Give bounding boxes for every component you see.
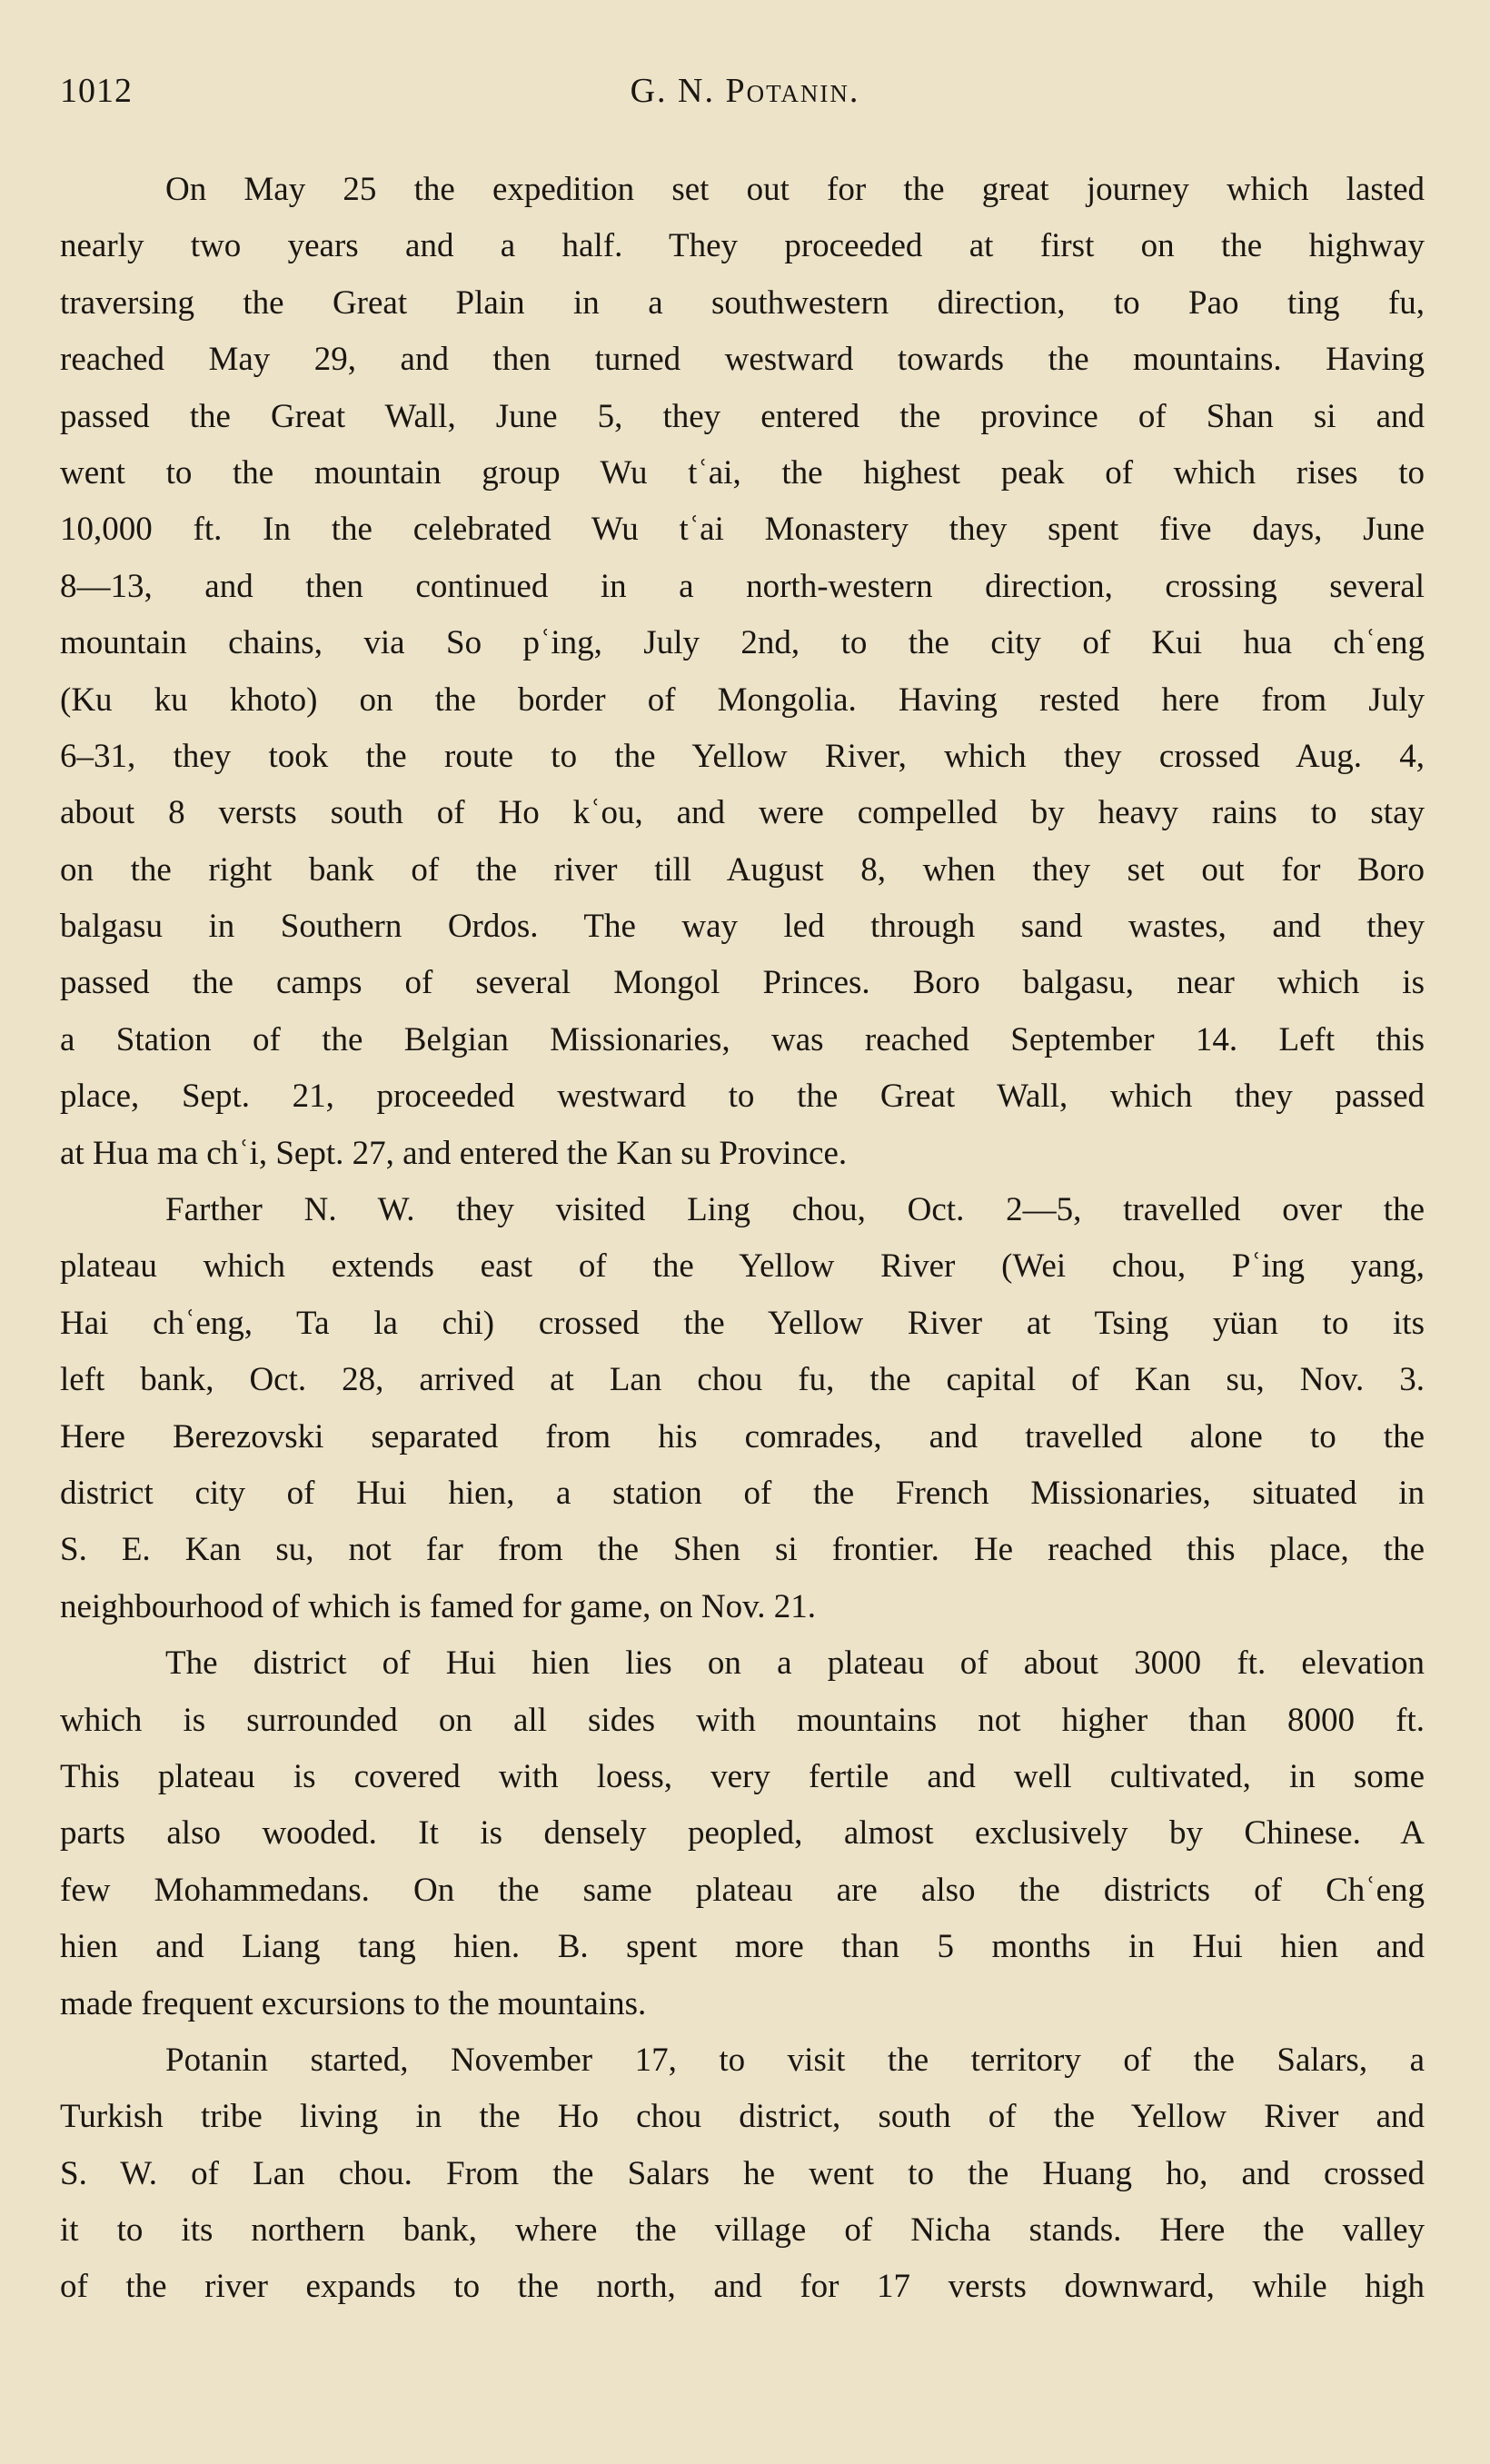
text-line: passed the Great Wall, June 5, they entered the province of Shan si and xyxy=(60,397,1425,435)
text-line: about 8 versts south of Ho kʿou, and were compelled by heavy rains to stay xyxy=(60,794,1425,832)
body-text xyxy=(60,162,1425,2316)
text-line: traversing the Great Plain in a southwestern direction, to Pao ting fu, xyxy=(60,283,1425,322)
text-line: balgasu in Southern Ordos. The way led through sand wastes, and they xyxy=(60,908,1425,946)
paragraph xyxy=(60,1635,1425,2032)
text-line: hien and Liang tang hien. B. spent more than 5 months in Hui hien and xyxy=(60,1928,1425,1966)
text-line: S. W. of Lan chou. From the Salars he went to the Huang ho, and crossed xyxy=(60,2154,1425,2192)
text-line: few Mohammedans. On the same plateau are also the districts of Chʿeng xyxy=(60,1871,1425,1909)
text-line: 8—13, and then continued in a north-western direction, crossing several xyxy=(60,567,1425,605)
text-line: at Hua ma chʿi, Sept. 27, and entered the Kan su Province. xyxy=(60,1134,848,1172)
text-line: plateau which extends east of the Yellow River (Wei chou, Pʿing yang, xyxy=(60,1247,1425,1286)
text-line: went to the mountain group Wu tʿai, the highest peak of which rises to xyxy=(60,453,1425,492)
text-line: neighbourhood of which is famed for game, on Nov. 21. xyxy=(60,1587,816,1625)
paragraph xyxy=(60,2032,1425,2316)
running-head xyxy=(60,71,1430,122)
text-line: mountain chains, via So pʿing, July 2nd, to the city of Kui hua chʿeng xyxy=(60,624,1425,662)
text-line: on the right bank of the river till August 8, when they set out for Boro xyxy=(60,850,1425,889)
text-line: Here Berezovski separated from his comrades, and travelled alone to the xyxy=(60,1417,1425,1456)
text-line: (Ku ku khoto) on the border of Mongolia. Having rested here from July xyxy=(60,681,1425,719)
text-line: made frequent excursions to the mountains. xyxy=(60,1984,647,2022)
text-line: On May 25 the expedition set out for the great journey which lasted xyxy=(165,171,1425,208)
text-line: which is surrounded on all sides with mountains not higher than 8000 ft. xyxy=(60,1701,1425,1739)
text-line: parts also wooded. It is densely peopled, almost exclusively by Chinese. A xyxy=(60,1814,1425,1853)
text-line: place, Sept. 21, proceeded westward to the Great Wall, which they passed xyxy=(60,1078,1425,1116)
text-line: The district of Hui hien lies on a plateau of about 3000 ft. elevation xyxy=(165,1644,1425,1683)
paragraph xyxy=(60,1182,1425,1635)
text-line: district city of Hui hien, a station of the French Missionaries, situated in xyxy=(60,1474,1425,1512)
running-title: G. N. Potanin. xyxy=(630,72,860,110)
text-line: Farther N. W. they visited Ling chou, Oct. 2—5, travelled over the xyxy=(165,1191,1425,1229)
text-line: a Station of the Belgian Missionaries, was reached September 14. Left this xyxy=(60,1020,1425,1058)
text-line: reached May 29, and then turned westward towards the mountains. Having xyxy=(60,341,1425,379)
text-line: 10,000 ft. In the celebrated Wu tʿai Monastery they spent five days, June xyxy=(60,511,1425,549)
text-line: 6–31, they took the route to the Yellow River, which they crossed Aug. 4, xyxy=(60,737,1425,775)
text-line: nearly two years and a half. They proceeded at first on the highway xyxy=(60,227,1425,265)
text-line: Potanin started, November 17, to visit the territory of the Salars, a xyxy=(165,2041,1425,2079)
text-line: it to its northern bank, where the village of Nicha stands. Here the valley xyxy=(60,2211,1425,2250)
text-line: This plateau is covered with loess, very fertile and well cultivated, in some xyxy=(60,1757,1425,1795)
page-number: 1012 xyxy=(60,72,133,110)
text-line: left bank, Oct. 28, arrived at Lan chou fu, the capital of Kan su, Nov. 3. xyxy=(60,1361,1425,1399)
text-line: passed the camps of several Mongol Princes. Boro balgasu, near which is xyxy=(60,964,1425,1002)
text-line: of the river expands to the north, and for 17 versts downward, while high xyxy=(60,2268,1425,2306)
text-line: Hai chʿeng, Ta la chi) crossed the Yellow River at Tsing yüan to its xyxy=(60,1304,1425,1342)
paragraph xyxy=(60,162,1425,1182)
text-line: S. E. Kan su, not far from the Shen si frontier. He reached this place, the xyxy=(60,1531,1425,1569)
text-line: Turkish tribe living in the Ho chou district, south of the Yellow River and xyxy=(60,2098,1425,2136)
